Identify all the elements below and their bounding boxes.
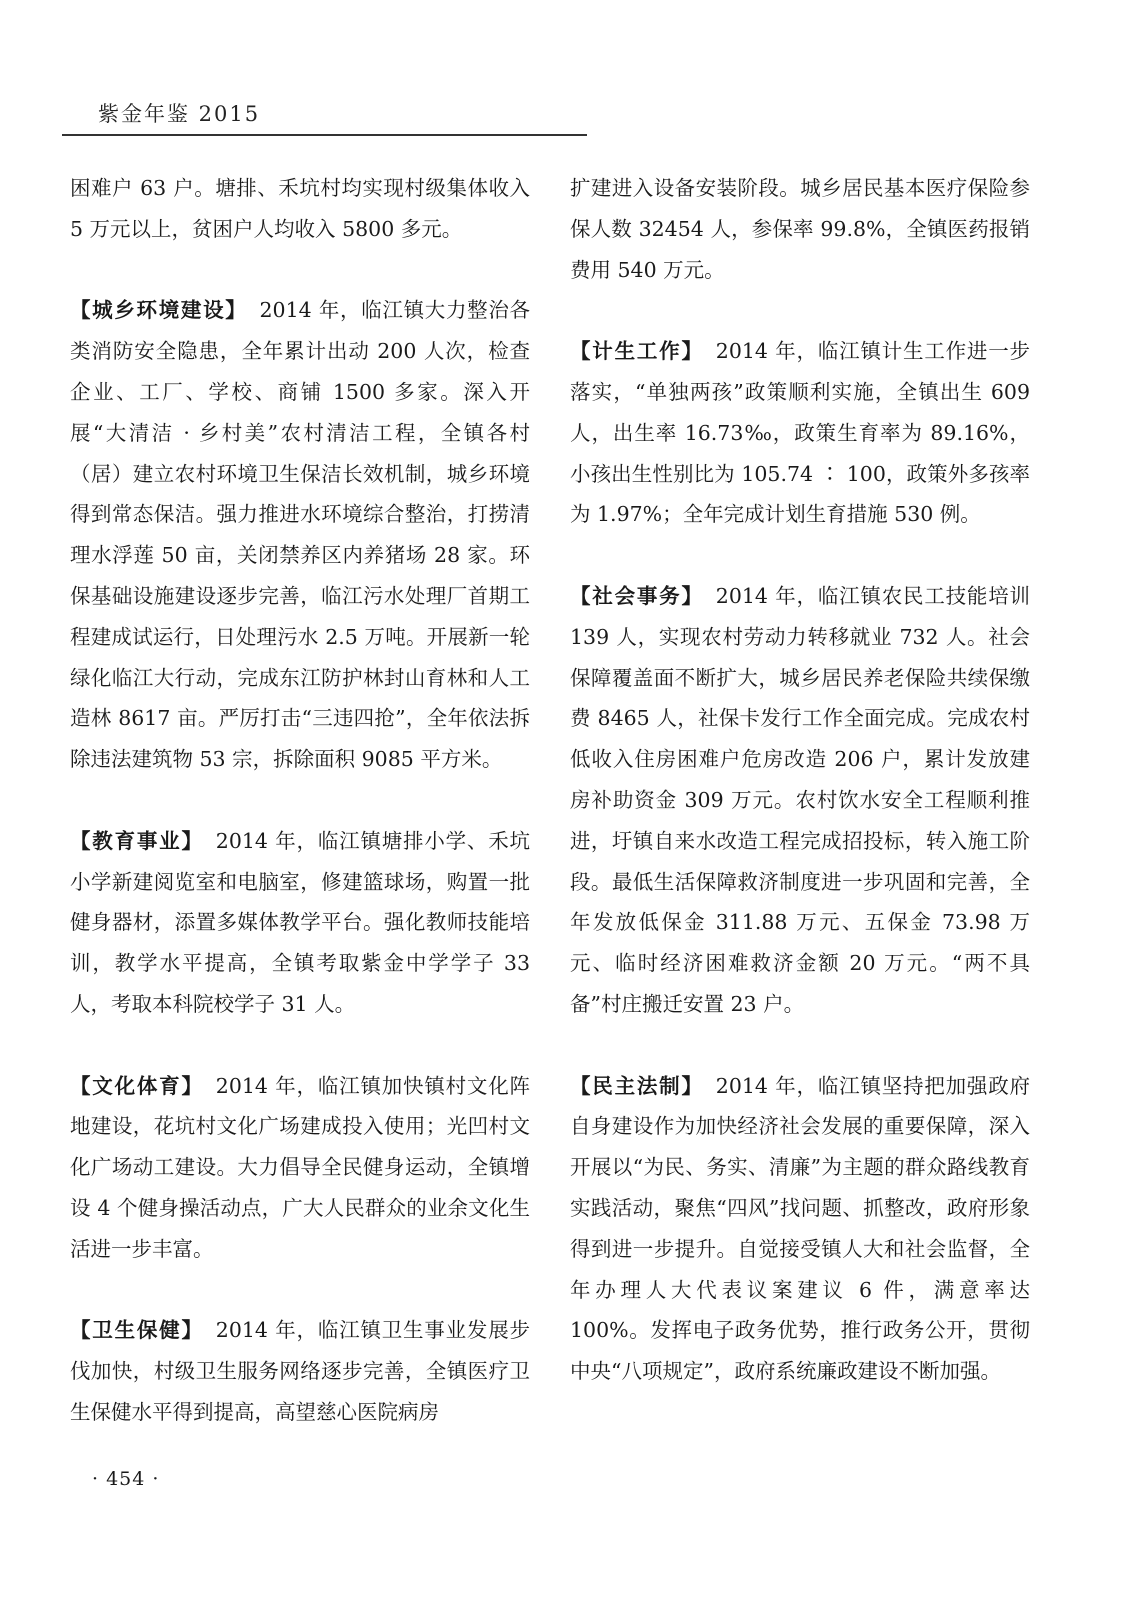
section-family-planning (570, 331, 1030, 535)
right-continuation-paragraph: 扩建进入设备安装阶段。城乡居民基本医疗保险参保人数 32454 人，参保率 99.8%，全镇医药报销费用 540 万元。 (570, 176, 1030, 282)
section-culture-sports (70, 1066, 530, 1270)
section-health-care (70, 1310, 530, 1432)
section-body: 2014 年，临江镇加快镇村文化阵地建设，花坑村文化广场建成投入使用；光凹村文化广场动工建设。大力倡导全民健身运动，全镇增设 4 个健身操活动点，广大人民群众的业余文化生活进一步丰富。 (70, 1073, 531, 1261)
left-column (70, 168, 530, 1433)
left-continuation-paragraph: 困难户 63 户。塘排、禾坑村均实现村级集体收入 5 万元以上，贫困户人均收入 5800 多元。 (70, 176, 530, 241)
section-heading: 【文化体育】 (70, 1073, 204, 1098)
section-heading: 【卫生保健】 (70, 1318, 204, 1343)
section-heading: 【城乡环境建设】 (70, 298, 248, 323)
section-social-affairs (570, 576, 1030, 1025)
right-column (570, 168, 1030, 1392)
section-heading: 【民主法制】 (570, 1073, 704, 1098)
section-body: 2014 年，临江镇大力整治各类消防安全隐患，全年累计出动 200 人次，检查企业、工厂、学校、商铺 1500 多家。深入开展“大清洁 · 乡村美”农村清洁工程，全镇各村（居）建立农村环境卫生保洁长效机制，城乡环境得到常态保洁。强力推进水环境综合整治，打捞清理水浮莲 50 亩，关闭禁养区内养猪场 28 家。环保基础设施建设逐步完善，临江污水处理厂首期工程建成试运行，日处理污水 2.5 万吨。开展新一轮绿化临江大行动，完成东江防护林封山育林和人工造林 8617 亩。严厉打击“三违四抢”，全年依法拆除违法建筑物 53 宗，拆除面积 9085 平方米。 (70, 298, 531, 772)
running-head-title: 紫金年鉴 2015 (98, 102, 261, 126)
section-urban-rural-environment (70, 290, 530, 780)
section-education (70, 821, 530, 1025)
section-heading: 【社会事务】 (570, 583, 704, 608)
section-body: 2014 年，临江镇计生工作进一步落实，“单独两孩”政策顺利实施，全镇出生 609 人，出生率 16.73‰，政策生育率为 89.16%，小孩出生性别比为 105.74 ∶ 100，政策外多孩率为 1.97%；全年完成计划生育措施 530 例。 (570, 339, 1031, 527)
section-democracy-legal (570, 1066, 1030, 1392)
section-body: 2014 年，临江镇卫生事业发展步伐加快，村级卫生服务网络逐步完善，全镇医疗卫生保健水平得到提高，高望慈心医院病房 (70, 1318, 531, 1424)
section-heading: 【计生工作】 (570, 339, 704, 364)
section-heading: 【教育事业】 (70, 828, 204, 853)
section-body: 2014 年，临江镇坚持把加强政府自身建设作为加快经济社会发展的重要保障，深入开展以“为民、务实、清廉”为主题的群众路线教育实践活动，聚焦“四风”找问题、抓整改，政府形象得到进一步提升。自觉接受镇人大和社会监督，全年办理人大代表议案建议 6 件，满意率达 100%。发挥电子政务优势，推行政务公开，贯彻中央“八项规定”，政府系统廉政建设不断加强。 (570, 1073, 1031, 1384)
section-body: 2014 年，临江镇农民工技能培训 139 人，实现农村劳动力转移就业 732 人。社会保障覆盖面不断扩大，城乡居民养老保险共续保缴费 8465 人，社保卡发行工作全面完成。完成农村低收入住房困难户危房改造 206 户，累计发放建房补助资金 309 万元。农村饮水安全工程顺利推进，圩镇自来水改造工程完成招投标，转入施工阶段。最低生活保障救济制度进一步巩固和完善，全年发放低保金 311.88 万元、五保金 73.98 万元、临时经济困难救济金额 20 万元。“两不具备”村庄搬迁安置 23 户。 (570, 583, 1031, 1016)
section-body: 2014 年，临江镇塘排小学、禾坑小学新建阅览室和电脑室，修建篮球场，购置一批健身器材，添置多媒体教学平台。强化教师技能培训，教学水平提高，全镇考取紫金中学学子 33 人，考取本科院校学子 31 人。 (70, 828, 531, 1016)
header-rule (62, 134, 587, 136)
page-number: · 454 · (92, 1468, 160, 1490)
